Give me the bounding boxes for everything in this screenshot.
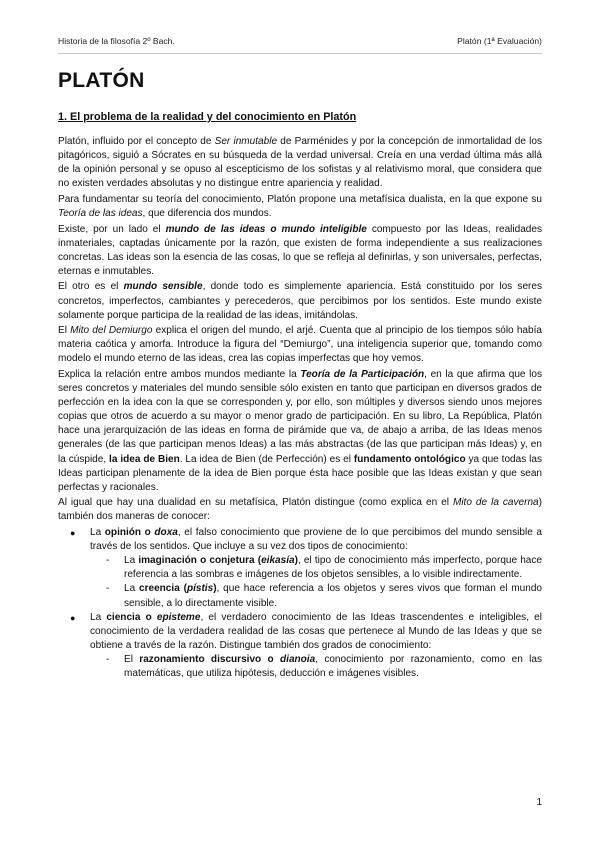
list-item-opinion: ● La opinión o doxa, el falso conocimiento que proviene de lo que percibimos del mundo sensible a través de los sentidos. Que incluye a su vez dos tipos de conocimiento: - La imaginación o conjetura (eikasía), el tipo de conocimiento más imperfecto, porque hace referencia a las sombras e imágenes de los objetos sensibles, a lo visible indirectamente. - La creencia (pístis), que hace referencia a los objetos y seres vivos que forman el mundo sensible, a lo directamente visible. bbox=[58, 526, 542, 611]
page-header bbox=[58, 36, 542, 46]
paragraph-intro: Platón, influido por el concepto de Ser inmutable de Parménides y por la concepción de inmortalidad de los pitagóricos, siguió a Sócrates en su búsqueda de la verdad universal. Creía en una verdad última más allá de la opinión personal y se opuso al escepticismo de los sofistas y al relativismo moral, que considera que no existen verdades absolutas y no distingue entre apariencia y realidad. bbox=[58, 136, 542, 190]
bullet-marker: ● bbox=[70, 528, 76, 539]
page-number: 1 bbox=[536, 797, 542, 808]
list-item-belief: - La creencia (pístis), que hace referencia a los objetos y seres vivos que forman el mundo sensible, a lo directamente visible. bbox=[106, 583, 543, 609]
paragraph-demiurge: El Mito del Demiurgo explica el origen del mundo, el arjé. Cuenta que al principio de los tiempos sólo había materia caótica y amorfa. Introduce la figura del “Demiurgo”, una inteligencia superior que, tomando como modelo el mundo eterno de las ideas, crea las copias imperfectas que hoy vemos. bbox=[58, 325, 542, 365]
dash-marker: - bbox=[106, 653, 110, 665]
list-item-imagination: - La imaginación o conjetura (eikasía), el tipo de conocimiento más imperfecto, porque hace referencia a las sombras e imágenes de los objetos sensibles, a lo visible indirectamente. bbox=[106, 555, 543, 581]
list-item-science: ● La ciencia o episteme, el verdadero conocimiento de las Ideas trascendentes e inteligibles, el conocimiento de la verdadera realidad de las cosas que pertenece al Mundo de las Ideas y que se obtiene a través de la razón. Distingue también dos grados de conocimiento: - El razonamiento discursivo o dianoia, conocimiento por razonamiento, como en las matemáticas, que utiliza hipótesis, deducción e imágenes visibles. bbox=[58, 611, 542, 681]
section-heading: 1. El problema de la realidad y del conocimiento en Platón bbox=[58, 111, 357, 123]
bullet-marker: ● bbox=[70, 612, 76, 623]
paragraph-dualism: Para fundamentar su teoría del conocimiento, Platón propone una metafísica dualista, en la que expone su Teoría de las ideas, que diferencia dos mundos. bbox=[58, 193, 542, 219]
document-body bbox=[58, 135, 542, 681]
paragraph-participation: Explica la relación entre ambos mundos mediante la Teoría de la Participación, en la que afirma que los seres concretos y materiales del mundo sensible sólo existen en tanto que participan en diversos grados de perfección en la idea con la que se corresponden y, por ello, son múltiples y diversos siendo unos mejores copias que otros de acuerdo a su mayor o menor grado de participación. En su libro, La República, Platón hace una jerarquización de las ideas en forma de pirámide que va, de abajo a arriba, de las Ideas menos generales (de las que participan menos Ideas) a las más abstractas (de las que participan más Ideas) y, en la cúspide, la idea de Bien. La idea de Bien (de Perfección) es el fundamento ontológico ya que todas las Ideas participan plenamente de la idea de Bien porque ésta hace posible que las Ideas existan y que sean perfectas y racionales. bbox=[58, 369, 542, 493]
knowledge-list bbox=[58, 526, 542, 681]
paragraph-intelligible-world: Existe, por un lado el mundo de las ideas o mundo inteligible compuesto por las Ideas, realidades inmateriales, captadas únicamente por la razón, que existen de forma independiente a sus realizaciones concretas. Las ideas son la esencia de las cosas, lo que se refleja al definirlas, y son universales, perfectas, eternas e inmutables. bbox=[58, 223, 542, 277]
paragraph-sensible-world: El otro es el mundo sensible, donde todo es simplemente apariencia. Está constituido por los seres concretos, imperfectos, cambiantes y perecederos, que percibimos por los sentidos. Este mundo existe solamente porque participa de la realidad de las ideas, imitándolas. bbox=[58, 281, 543, 321]
dash-marker: - bbox=[106, 583, 110, 595]
list-item-discursive-reasoning: - El razonamiento discursivo o dianoia, conocimiento por razonamiento, como en las matemáticas, que utiliza hipótesis, deducción e imágenes visibles. bbox=[106, 653, 542, 679]
opinion-sublist bbox=[90, 554, 542, 610]
header-topic: Platón (1ª Evaluación) bbox=[457, 36, 542, 46]
header-divider bbox=[58, 53, 542, 54]
header-course: Historia de la filosofía 2º Bach. bbox=[58, 36, 175, 46]
document-title: PLATÓN bbox=[58, 69, 145, 92]
paragraph-knowledge: Al igual que hay una dualidad en su metafísica, Platón distingue (como explica en el Mito de la caverna) también dos maneras de conocer: bbox=[58, 497, 542, 523]
science-sublist bbox=[90, 653, 542, 681]
dash-marker: - bbox=[106, 555, 110, 567]
